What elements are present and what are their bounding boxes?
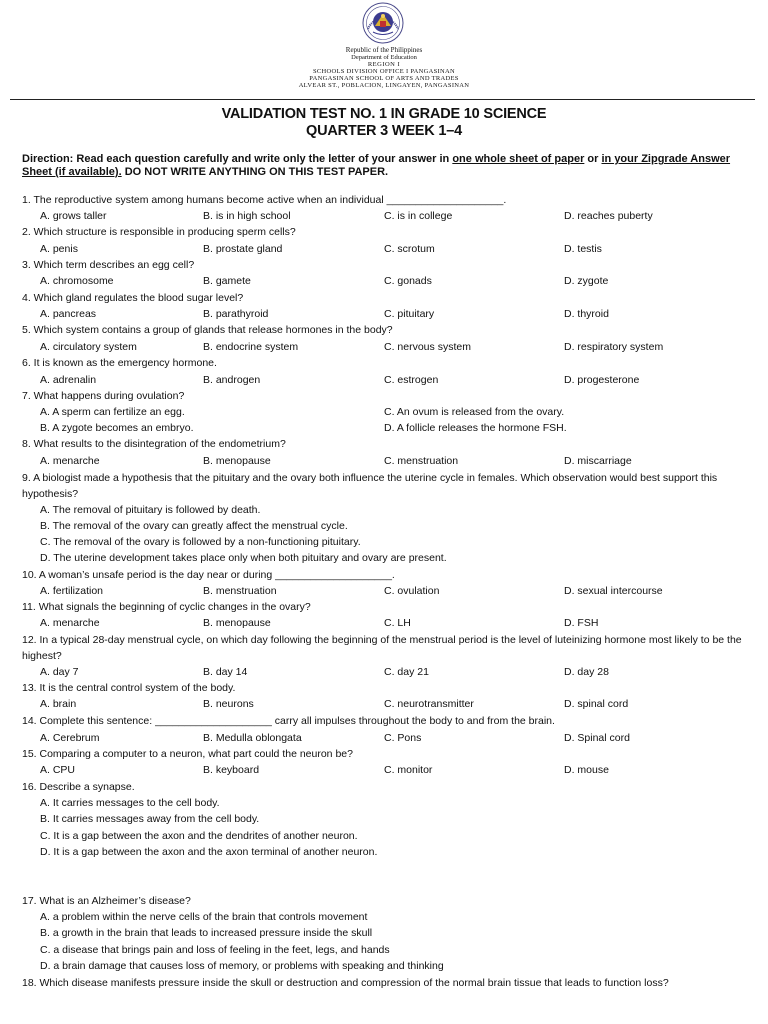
q8-choice-b: B. menopause	[203, 455, 271, 467]
q6-choice-d: D. progesterone	[564, 374, 640, 386]
q1-choice-d: D. reaches puberty	[564, 210, 653, 222]
header-divider	[10, 99, 755, 100]
question-13: 13. It is the central control system of the body.	[22, 682, 236, 694]
direction-zipgrade: in your Zipgrade Answer Sheet (if available).	[22, 153, 731, 178]
q9-choice-b: B. The removal of the ovary can greatly affect the menstrual cycle.	[40, 520, 348, 532]
q16-choice-b: B. It carries messages away from the cell body.	[40, 813, 260, 825]
q12-choice-a: A. day 7	[40, 666, 79, 678]
q1-choice-c: C. is in college	[384, 210, 453, 222]
q3-choice-d: D. zygote	[564, 275, 609, 287]
q7-choice-b: B. A zygote becomes an embryo.	[40, 422, 194, 434]
question-6: 6. It is known as the emergency hormone.	[22, 357, 217, 369]
direction-lead: Direction: Read each question carefully and write only the letter of your answer in	[22, 153, 453, 165]
question-2: 2. Which structure is responsible in producing sperm cells?	[22, 226, 296, 238]
q11-choice-b: B. menopause	[203, 617, 271, 629]
q2-choice-c: C. scrotum	[384, 243, 435, 255]
q9-choice-a: A. The removal of pituitary is followed by death.	[40, 504, 261, 516]
q6-choice-b: B. androgen	[203, 374, 261, 386]
question-3: 3. Which term describes an egg cell?	[22, 259, 195, 271]
direction-warning: DO NOT WRITE ANYTHING ON THIS TEST PAPER.	[121, 166, 389, 178]
q4-choice-d: D. thyroid	[564, 308, 609, 320]
school-text: PANGASINAN SCHOOL OF ARTS AND TRADES	[309, 75, 459, 82]
q4-choice-c: C. pituitary	[384, 308, 435, 320]
q4-choice-a: A. pancreas	[40, 308, 97, 320]
republic-text: Republic of the Philippines	[345, 46, 423, 54]
q15-choice-c: C. monitor	[384, 764, 433, 776]
q5-choice-b: B. endocrine system	[203, 341, 299, 353]
q14-choice-b: B. Medulla oblongata	[203, 732, 302, 744]
question-5: 5. Which system contains a group of glands that release hormones in the body?	[22, 324, 393, 336]
q13-choice-a: A. brain	[40, 698, 77, 710]
q7-choice-c: C. An ovum is released from the ovary.	[384, 406, 565, 418]
q13-choice-c: C. neurotransmitter	[384, 698, 474, 710]
q17-choice-c: C. a disease that brings pain and loss of feeling in the feet, legs, and hands	[40, 944, 390, 956]
direction-text	[22, 153, 748, 179]
q16-choice-d: D. It is a gap between the axon and the axon terminal of another neuron.	[40, 846, 378, 858]
question-14: 14. Complete this sentence: ____________________ carry all impulses throughout the body to and from the brain.	[22, 715, 555, 727]
q5-choice-a: A. circulatory system	[40, 341, 137, 353]
q7-choice-a: A. A sperm can fertilize an egg.	[40, 406, 185, 418]
q14-choice-d: D. Spinal cord	[564, 732, 630, 744]
region-text: REGION I	[367, 61, 401, 68]
question-18: 18. Which disease manifests pressure inside the skull or destruction and compression of the normal brain tissue that leads to function loss?	[22, 977, 669, 989]
q3-choice-a: A. chromosome	[40, 275, 114, 287]
q1-choice-b: B. is in high school	[203, 210, 291, 222]
question-1: 1. The reproductive system among humans become active when an individual ____________________.	[22, 194, 507, 206]
q10-choice-c: C. ovulation	[384, 585, 440, 597]
q3-choice-c: C. gonads	[384, 275, 432, 287]
q5-choice-c: C. nervous system	[384, 341, 471, 353]
q6-choice-c: C. estrogen	[384, 374, 439, 386]
q17-choice-d: D. a brain damage that causes loss of memory, or problems with speaking and thinking	[40, 960, 444, 972]
q7-choice-d: D. A follicle releases the hormone FSH.	[384, 422, 567, 434]
division-text: SCHOOLS DIVISION OFFICE I PANGASINAN	[312, 68, 456, 75]
q17-choice-a: A. a problem within the nerve cells of the brain that controls movement	[40, 911, 368, 923]
direction-paper: one whole sheet of paper	[452, 153, 585, 165]
q2-choice-a: A. penis	[40, 243, 78, 255]
q6-choice-a: A. adrenalin	[40, 374, 97, 386]
question-9: 9. A biologist made a hypothesis that the pituitary and the ovary both influence the uterine cycle in females. Which observation would best support this hypothesis?	[22, 472, 718, 501]
q2-choice-d: D. testis	[564, 243, 602, 255]
q8-choice-d: D. miscarriage	[564, 455, 632, 467]
q13-choice-d: D. spinal cord	[564, 698, 629, 710]
department-text: Department of Education	[351, 54, 417, 61]
q13-choice-b: B. neurons	[203, 698, 254, 710]
question-15: 15. Comparing a computer to a neuron, what part could the neuron be?	[22, 748, 353, 760]
q10-choice-a: A. fertilization	[40, 585, 104, 597]
question-7: 7. What happens during ovulation?	[22, 390, 185, 402]
q1-choice-a: A. grows taller	[40, 210, 107, 222]
address-text: ALVEAR ST., POBLACION, LINGAYEN, PANGASINAN	[298, 82, 470, 89]
q14-choice-a: A. Cerebrum	[40, 732, 100, 744]
question-16: 16. Describe a synapse.	[22, 781, 135, 793]
q12-choice-d: D. day 28	[564, 666, 609, 678]
q4-choice-b: B. parathyroid	[203, 308, 269, 320]
q3-choice-b: B. gamete	[203, 275, 251, 287]
q15-choice-d: D. mouse	[564, 764, 609, 776]
q5-choice-d: D. respiratory system	[564, 341, 664, 353]
q10-choice-b: B. menstruation	[203, 585, 277, 597]
deped-seal-logo	[351, 2, 415, 44]
q15-choice-b: B. keyboard	[203, 764, 260, 776]
test-title: VALIDATION TEST NO. 1 IN GRADE 10 SCIENCE	[221, 106, 547, 122]
q11-choice-d: D. FSH	[564, 617, 599, 629]
q10-choice-d: D. sexual intercourse	[564, 585, 663, 597]
question-8: 8. What results to the disintegration of the endometrium?	[22, 438, 286, 450]
q17-choice-b: B. a growth in the brain that leads to increased pressure inside the skull	[40, 927, 373, 939]
question-11: 11. What signals the beginning of cyclic changes in the ovary?	[22, 601, 311, 613]
q11-choice-c: C. LH	[384, 617, 411, 629]
q9-choice-c: C. The removal of the ovary is followed by a non-functioning pituitary.	[40, 536, 361, 548]
q16-choice-c: C. It is a gap between the axon and the dendrites of another neuron.	[40, 830, 358, 842]
q14-choice-c: C. Pons	[384, 732, 422, 744]
question-12: 12. In a typical 28-day menstrual cycle, on which day following the beginning of the menstrual period is the level of luteinizing hormone most likely to be the highest?	[22, 634, 742, 663]
q8-choice-a: A. menarche	[40, 455, 100, 467]
q2-choice-b: B. prostate gland	[203, 243, 283, 255]
direction-or: or	[584, 153, 602, 165]
q15-choice-a: A. CPU	[40, 764, 76, 776]
q9-choice-d: D. The uterine development takes place only when both pituitary and ovary are present.	[40, 552, 447, 564]
question-17: 17. What is an Alzheimer’s disease?	[22, 895, 191, 907]
q12-choice-b: B. day 14	[203, 666, 248, 678]
q11-choice-a: A. menarche	[40, 617, 100, 629]
q16-choice-a: A. It carries messages to the cell body.	[40, 797, 220, 809]
question-4: 4. Which gland regulates the blood sugar level?	[22, 292, 244, 304]
q12-choice-c: C. day 21	[384, 666, 429, 678]
question-10: 10. A woman’s unsafe period is the day near or during ____________________.	[22, 569, 395, 581]
q8-choice-c: C. menstruation	[384, 455, 459, 467]
test-subtitle: QUARTER 3 WEEK 1–4	[306, 123, 462, 139]
